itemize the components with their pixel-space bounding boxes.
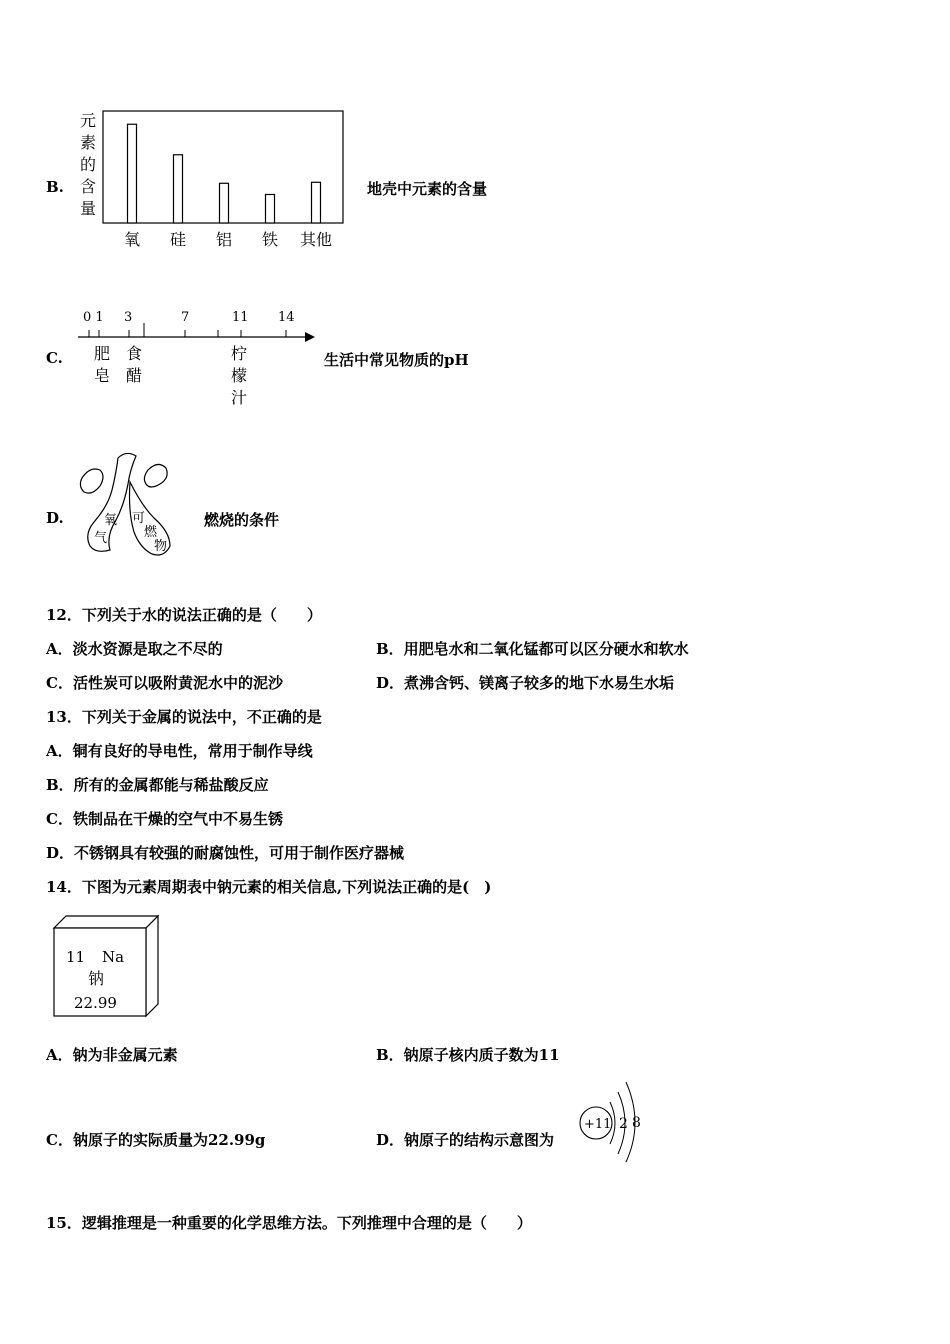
q13-option-d: D．不锈钢具有较强的耐腐蚀性，可用于制作医疗器械 [46, 844, 405, 862]
bar-1 [174, 155, 183, 223]
sodium-element-cell [50, 912, 165, 1022]
soap-char: 肥 [93, 344, 110, 363]
atom-shell-electrons: 8 [632, 1115, 641, 1131]
bar-4 [312, 182, 321, 223]
cell-symbol: Na [102, 948, 125, 966]
vinegar-label [124, 343, 144, 387]
lemon-char: 汁 [230, 388, 247, 407]
fire-text: 可 [132, 511, 146, 526]
lemon-char: 檬 [230, 366, 247, 385]
ph-tick-label: 7 [181, 310, 190, 325]
cell-mass: 22.99 [74, 994, 117, 1012]
x-tick-label: 铁 [261, 230, 279, 249]
q13-option-a: A．铜有良好的导电性，常用于制作导线 [46, 742, 313, 760]
ylabel-char: 量 [79, 199, 96, 218]
option-b-caption: 地壳中元素的含量 [367, 180, 488, 198]
atom-nucleus-label: +11 [584, 1117, 612, 1132]
fire-dot-right [144, 464, 167, 487]
q14-option-d: D．钠原子的结构示意图为 [376, 1131, 555, 1149]
x-tick-label: 铝 [215, 230, 233, 249]
option-d-caption: 燃烧的条件 [204, 511, 280, 529]
option-d-letter: D. [46, 509, 64, 527]
fire-dot-left [80, 469, 103, 493]
q14-option-a: A．钠为非金属元素 [46, 1046, 178, 1064]
ylabel-char: 的 [79, 155, 96, 174]
q13-stem: 13．下列关于金属的说法中，不正确的是 [46, 708, 322, 726]
option-c-caption: 生活中常见物质的pH [324, 351, 469, 369]
atom-shell-electrons: 2 [619, 1116, 628, 1132]
vinegar-char: 食 [125, 344, 142, 363]
ylabel-char: 素 [79, 133, 96, 152]
x-tick-label: 氧 [123, 230, 141, 249]
ph-tick-label: 11 [232, 310, 249, 325]
element-content-chart [100, 108, 350, 253]
q13-option-b: B．所有的金属都能与稀盐酸反应 [46, 776, 269, 794]
q12-option-b: B．用肥皂水和二氧化锰都可以区分硬水和软水 [376, 640, 689, 658]
cell-name: 钠 [88, 969, 105, 988]
bar-0 [128, 124, 137, 223]
fire-text: 气 [94, 531, 108, 546]
ph-tick-label: 14 [278, 310, 295, 325]
q14-option-c: C．钠原子的实际质量为22.99g [46, 1131, 266, 1149]
q15-stem: 15．逻辑推理是一种重要的化学思维方法。下列推理中合理的是（ ） [46, 1214, 532, 1232]
q13-option-c: C．铁制品在干燥的空气中不易生锈 [46, 810, 283, 828]
cell-atomic-number: 11 [66, 948, 86, 966]
soap-label [92, 343, 112, 387]
fire-text: 燃 [144, 525, 158, 540]
bar-3 [266, 194, 275, 223]
q12-option-a: A．淡水资源是取之不尽的 [46, 640, 223, 658]
vinegar-char: 醋 [125, 366, 142, 385]
fire-text: 物 [154, 539, 168, 554]
lemon-label [229, 343, 249, 409]
q12-option-c: C．活性炭可以吸附黄泥水中的泥沙 [46, 674, 283, 692]
q12-stem: 12．下列关于水的说法正确的是（ ） [46, 606, 322, 624]
q14-stem: 14．下图为元素周期表中钠元素的相关信息,下列说法正确的是( ) [46, 878, 492, 896]
sodium-atom-diagram [576, 1078, 648, 1164]
ph-arrow [305, 332, 315, 342]
chart-ylabel [78, 110, 98, 220]
x-tick-label: 其他 [299, 230, 333, 249]
q14-option-b: B．钠原子核内质子数为11 [376, 1046, 560, 1064]
fire-drawing [74, 450, 180, 562]
option-b-letter: B. [46, 178, 64, 196]
lemon-char: 柠 [230, 344, 247, 363]
fire-text: 氧 [104, 513, 118, 528]
x-tick-label: 硅 [169, 230, 187, 249]
ph-tick-label: 0 1 [83, 310, 104, 325]
q12-option-d: D．煮沸含钙、镁离子较多的地下水易生水垢 [376, 674, 675, 692]
bar-2 [220, 183, 229, 223]
ph-tick-label: 3 [124, 310, 133, 325]
ylabel-char: 含 [79, 177, 96, 196]
ylabel-char: 元 [79, 111, 96, 130]
soap-char: 皂 [93, 366, 110, 385]
option-c-letter: C. [46, 349, 63, 367]
